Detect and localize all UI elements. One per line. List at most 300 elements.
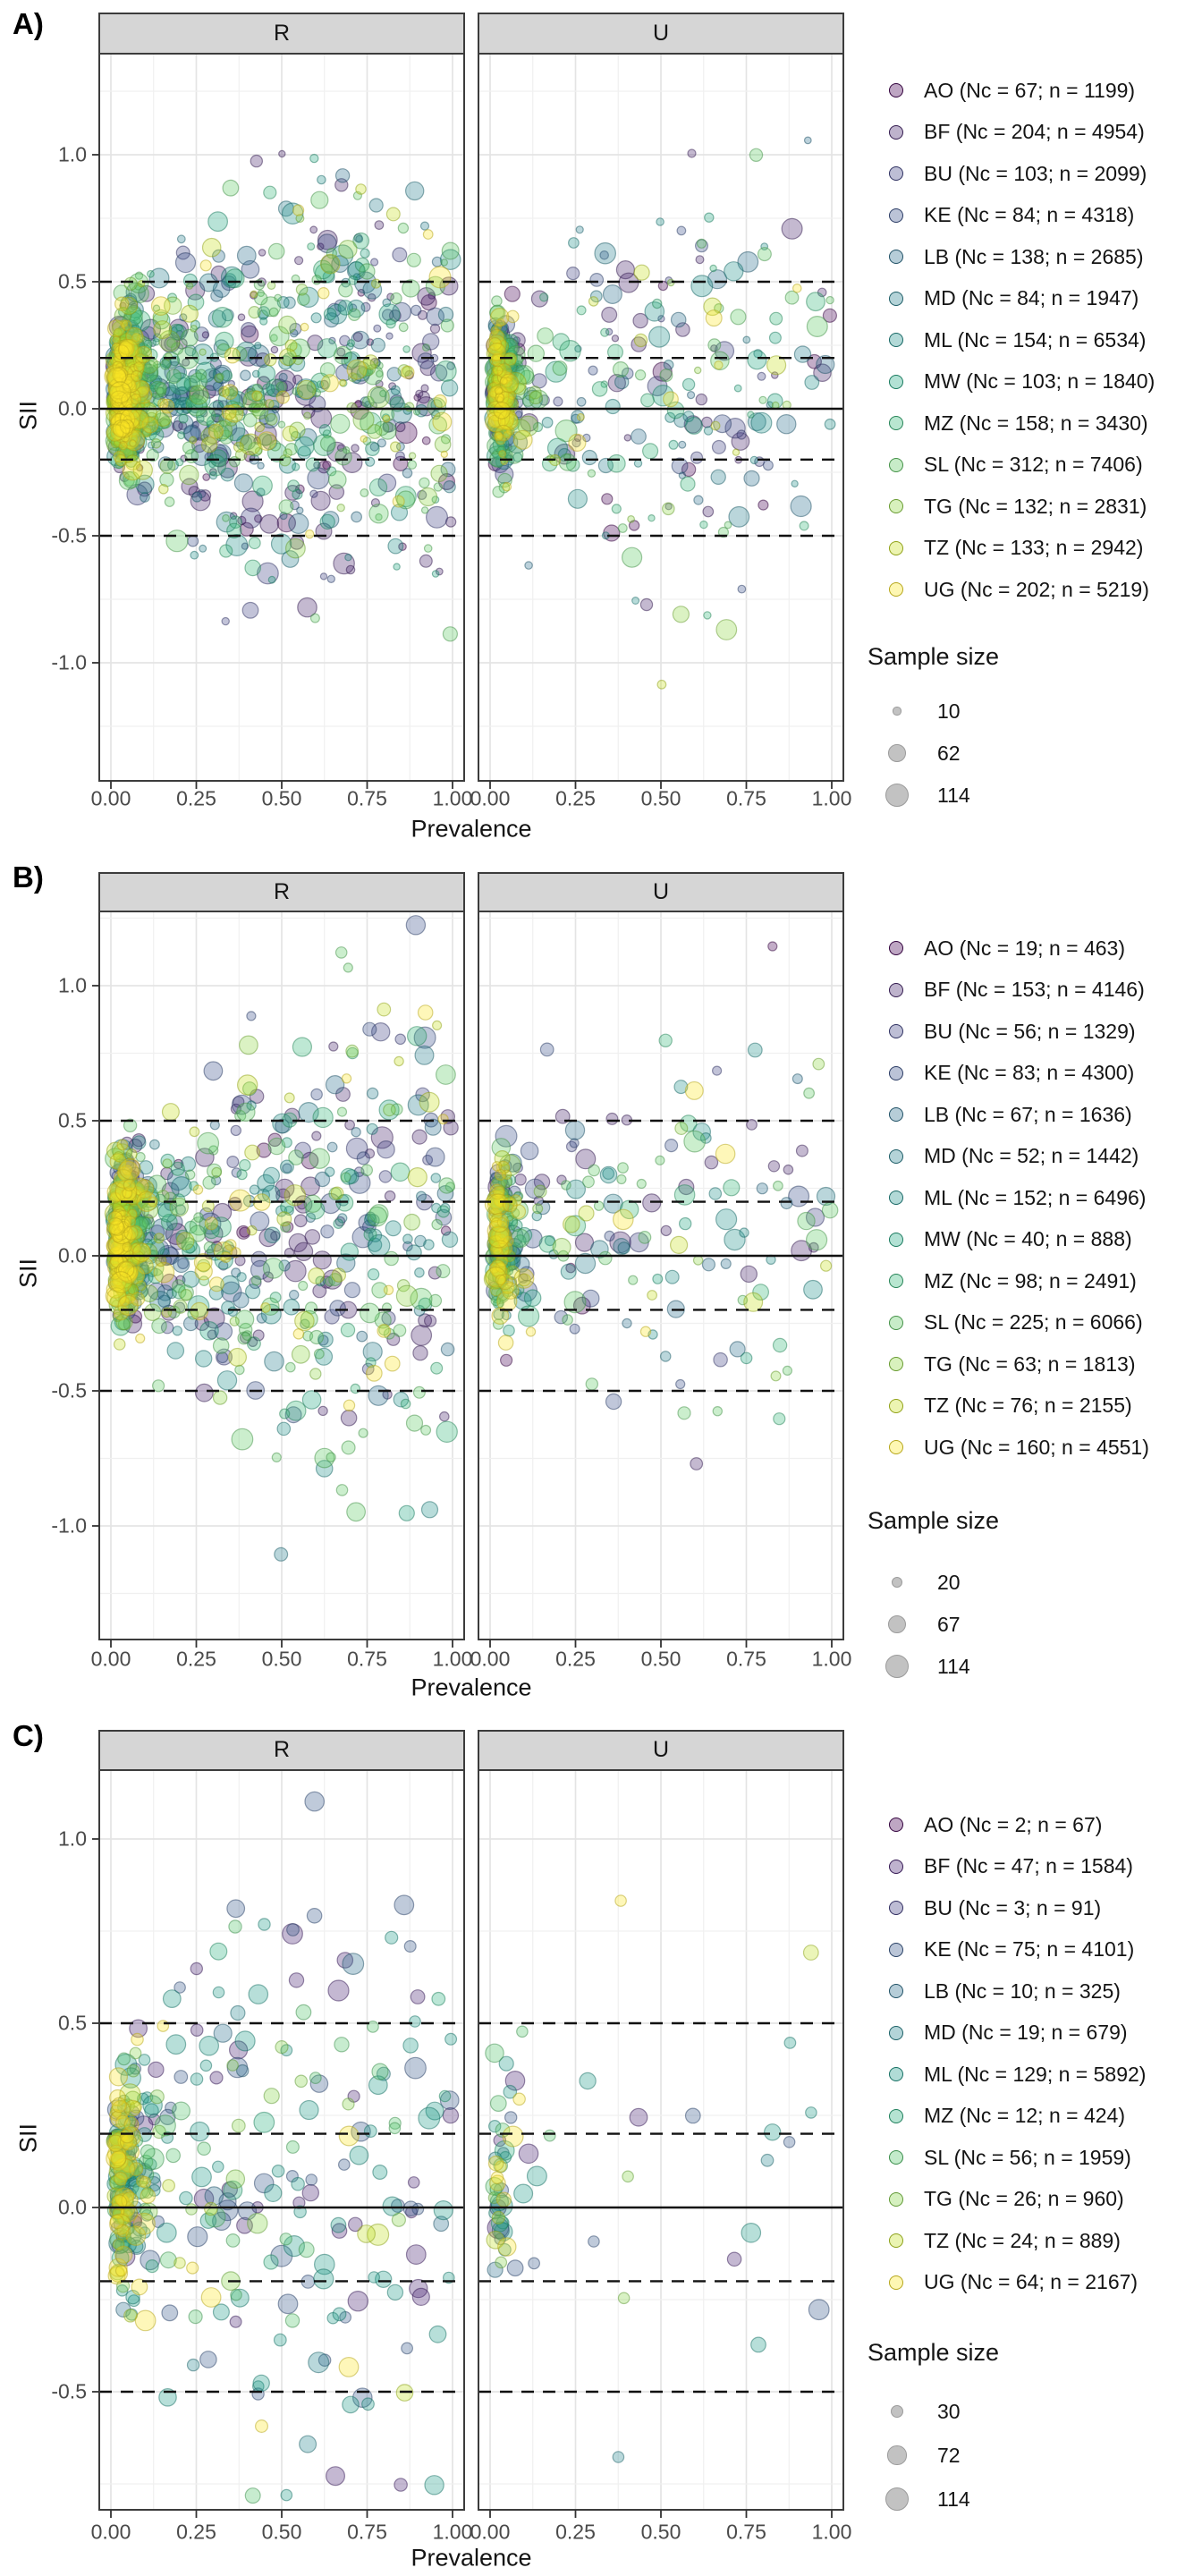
data-point-LB [441, 1343, 453, 1355]
data-point-MD [265, 1352, 284, 1370]
data-point-MW [683, 378, 695, 390]
data-point-TZ [419, 1092, 439, 1112]
y-tick-label: -1.0 [51, 1513, 87, 1538]
x-axis-title: Prevalence [411, 815, 532, 843]
data-point-SL [269, 308, 278, 317]
data-point-TG [215, 374, 223, 382]
data-point-BU [320, 573, 326, 580]
data-point-MZ [408, 1027, 427, 1046]
data-point-SL [160, 2252, 176, 2268]
data-point-ML [391, 386, 400, 394]
data-point-TG [130, 2047, 141, 2059]
data-point-LB [781, 1198, 792, 1209]
data-point-KE [783, 2137, 794, 2148]
legend-key-circle [889, 125, 903, 140]
x-tick-label: 0.50 [640, 2520, 681, 2544]
data-point-MZ [349, 275, 358, 284]
data-point-MD [406, 182, 424, 199]
data-point-BF [310, 226, 317, 233]
data-point-ML [275, 2334, 287, 2346]
data-point-BF [783, 1165, 792, 1174]
data-point-MZ [403, 346, 410, 352]
legend-key-circle [889, 1818, 903, 1832]
data-point-SL [278, 421, 284, 428]
data-point-ML [164, 1990, 182, 2008]
data-point-MZ [436, 1421, 457, 1442]
data-point-UG [490, 1214, 509, 1233]
facet-U-group [478, 873, 843, 1648]
data-point-KE [357, 1152, 369, 1165]
y-tick-label: -0.5 [51, 2379, 87, 2403]
data-point-BF [411, 1990, 425, 2004]
data-point-TG [296, 284, 307, 295]
size-legend-entry-label: 114 [937, 783, 970, 807]
data-point-SL [407, 1415, 423, 1431]
data-point-MZ [146, 2260, 158, 2273]
data-point-MD [743, 336, 750, 343]
facet-strip-label-u: U [652, 878, 670, 904]
data-point-UG [109, 2068, 127, 2086]
data-point-TG [181, 1290, 192, 1301]
data-point-SL [237, 1103, 255, 1121]
data-point-LB [357, 1331, 368, 1342]
data-point-BU [758, 372, 766, 380]
legend-key-circle [889, 1316, 903, 1330]
data-point-SL [310, 2072, 322, 2084]
data-point-SL [436, 1065, 456, 1085]
data-point-MZ [432, 1993, 445, 2006]
data-point-BF [328, 1980, 349, 2001]
data-point-TG [212, 1167, 222, 1177]
data-point-AO [422, 436, 430, 445]
data-point-ML [317, 175, 326, 183]
data-point-MZ [774, 1338, 787, 1352]
data-point-UG [429, 267, 451, 288]
data-point-TG [267, 282, 275, 289]
data-point-UG [577, 414, 584, 421]
data-point-TG [343, 2098, 354, 2110]
data-point-MW [295, 436, 314, 455]
data-point-MZ [612, 504, 621, 513]
data-point-TG [553, 1239, 571, 1257]
data-point-TZ [589, 297, 598, 306]
data-point-SL [360, 1303, 380, 1323]
data-point-TG [295, 2075, 307, 2087]
data-point-BF [602, 308, 617, 323]
data-point-UG [423, 230, 433, 240]
data-point-BF [196, 1384, 214, 1402]
data-point-KE [677, 226, 686, 235]
data-point-TG [435, 436, 450, 452]
data-point-SL [285, 2314, 299, 2327]
data-point-BF [703, 506, 714, 517]
data-point-AO [758, 500, 768, 510]
data-point-BF [661, 1225, 671, 1235]
x-tick-label: 0.00 [90, 1647, 131, 1671]
data-point-KE [394, 1895, 414, 1915]
data-point-ML [237, 1273, 246, 1282]
data-point-UG [131, 394, 140, 404]
data-point-UG [223, 385, 238, 400]
data-point-SL [315, 1349, 325, 1359]
data-point-SL [140, 2145, 155, 2159]
data-point-SL [724, 521, 732, 529]
size-legend-key-circle [885, 2487, 909, 2511]
data-point-MZ [225, 269, 244, 288]
legend-key-circle [889, 1943, 903, 1957]
data-point-UG [488, 2157, 503, 2171]
data-point-MZ [280, 1409, 290, 1419]
size-legend-key-circle [892, 1577, 902, 1588]
data-point-UG [133, 1243, 151, 1261]
data-point-MZ [369, 479, 386, 496]
data-point-UG [385, 1356, 400, 1371]
data-point-TZ [492, 2211, 504, 2224]
data-point-MZ [245, 560, 260, 575]
data-point-UG [200, 260, 211, 271]
x-tick-label: 0.75 [347, 786, 387, 810]
data-point-BF [612, 335, 618, 342]
data-point-ML [140, 1161, 153, 1174]
data-point-TZ [295, 1311, 314, 1330]
data-point-SL [684, 1131, 706, 1152]
x-tick-label: 1.00 [811, 1647, 852, 1671]
data-point-MW [524, 1290, 540, 1306]
data-point-MD [199, 545, 207, 552]
data-point-TG [304, 412, 311, 419]
data-point-ML [368, 2272, 379, 2283]
data-point-MW [368, 1269, 379, 1280]
data-point-BF [797, 1145, 808, 1157]
data-point-KE [588, 2236, 599, 2247]
data-point-SL [280, 2233, 292, 2245]
data-point-MD [444, 481, 455, 493]
data-point-MZ [431, 1362, 443, 1374]
data-point-BF [741, 1266, 757, 1282]
data-point-KE [605, 1231, 614, 1241]
data-point-UG [393, 496, 404, 507]
data-point-UG [224, 348, 240, 363]
data-point-ML [167, 1343, 183, 1359]
data-point-TZ [114, 1339, 125, 1350]
data-point-UG [209, 1277, 224, 1292]
data-point-TG [663, 503, 674, 514]
data-point-SL [436, 1265, 450, 1278]
x-tick-label: 1.00 [432, 2520, 473, 2544]
data-point-ML [373, 2165, 387, 2180]
legend-entry-label: MD (Nc = 84; n = 1947) [924, 286, 1139, 309]
data-point-SL [586, 1378, 597, 1390]
data-point-TZ [563, 1216, 580, 1233]
legend-entry-label: BF (Nc = 204; n = 4954) [924, 120, 1145, 143]
data-point-ML [387, 2284, 402, 2300]
data-point-BF [688, 149, 696, 157]
data-point-SL [166, 530, 188, 552]
legend-entry-label: BU (Nc = 56; n = 1329) [924, 1019, 1136, 1043]
data-point-MW [770, 332, 782, 343]
legend-entry-label: BF (Nc = 153; n = 4146) [924, 978, 1145, 1001]
data-point-KE [305, 1792, 324, 1810]
data-point-UG [112, 2097, 126, 2112]
data-point-SL [804, 1088, 815, 1098]
data-point-MD [421, 222, 429, 230]
y-tick-label: -0.5 [51, 523, 87, 547]
data-point-SL [194, 1213, 203, 1222]
data-point-TG [618, 2292, 629, 2303]
legend-entry-label: MD (Nc = 19; n = 679) [924, 2021, 1128, 2044]
data-point-ML [632, 597, 639, 605]
data-point-SL [326, 1453, 335, 1462]
data-point-ML [258, 1919, 270, 1930]
data-point-SL [334, 346, 352, 364]
data-point-KE [176, 253, 196, 273]
data-point-UG [124, 2117, 139, 2131]
data-point-BF [238, 314, 244, 320]
data-point-SL [562, 1181, 571, 1190]
data-point-SL [287, 2141, 300, 2154]
data-point-ML [246, 1284, 260, 1299]
data-point-KE [330, 1301, 345, 1316]
data-point-ML [190, 2073, 202, 2085]
data-point-ML [284, 1300, 299, 1315]
data-point-ML [528, 2166, 547, 2186]
data-point-BU [377, 1141, 394, 1158]
data-point-ML [665, 1270, 679, 1284]
data-point-BF [606, 1114, 618, 1125]
y-tick-label: -1.0 [51, 650, 87, 674]
data-point-BF [643, 1194, 661, 1212]
y-axis-title: SII [14, 1258, 42, 1289]
data-point-SL [749, 148, 762, 161]
data-point-SL [544, 2130, 555, 2141]
data-point-BF [191, 2024, 203, 2036]
data-point-TG [151, 439, 160, 448]
data-point-MZ [148, 271, 155, 278]
data-point-UG [495, 1275, 505, 1284]
data-point-UG [205, 1217, 217, 1230]
data-point-SL [389, 2123, 400, 2133]
facet-U-group [478, 1731, 843, 2518]
data-point-TZ [234, 442, 244, 452]
data-point-TZ [321, 254, 340, 273]
data-point-ML [385, 1931, 398, 1944]
data-point-ML [264, 1167, 280, 1183]
legend-key-circle [889, 983, 903, 997]
data-point-BF [412, 1130, 427, 1144]
legend-key-circle [889, 1274, 903, 1288]
data-point-SL [223, 180, 239, 196]
data-point-SL [377, 370, 383, 377]
y-tick-label: 0.0 [58, 2195, 87, 2219]
data-point-MD [613, 2452, 623, 2462]
data-point-ML [190, 2123, 209, 2141]
data-point-TZ [284, 1093, 294, 1103]
data-point-LB [565, 1121, 584, 1140]
data-point-TZ [229, 1349, 247, 1367]
data-point-BF [696, 256, 704, 264]
data-point-ML [277, 1422, 290, 1435]
legend-entry-label: ML (Nc = 129; n = 5892) [924, 2062, 1147, 2086]
y-tick-label: -0.5 [51, 1378, 87, 1402]
data-point-BU [241, 323, 256, 337]
data-point-MD [192, 492, 202, 502]
data-point-TG [214, 1391, 227, 1404]
facet-strip-label-r: R [273, 1737, 291, 1762]
legend-entry-label: MZ (Nc = 98; n = 2491) [924, 1268, 1137, 1292]
data-point-UG [402, 366, 414, 378]
data-point-MD [231, 2006, 245, 2021]
legend-entry-label: SL (Nc = 56; n = 1959) [924, 2145, 1131, 2169]
data-point-TG [264, 2089, 279, 2104]
data-point-ML [173, 1326, 182, 1335]
data-point-BF [279, 150, 285, 157]
legend-key-circle [889, 416, 903, 430]
data-point-SL [232, 1428, 253, 1450]
data-point-TZ [804, 1945, 819, 1961]
size-legend-key-circle [885, 784, 909, 807]
data-point-TG [392, 2213, 405, 2226]
data-point-LB [622, 1318, 631, 1327]
legend-key-circle [889, 2275, 903, 2290]
y-tick-label: 1.0 [58, 1826, 87, 1851]
data-point-UG [225, 404, 243, 422]
data-point-UG [367, 1366, 383, 1382]
data-point-UG [113, 420, 130, 437]
data-point-SL [231, 2290, 241, 2301]
data-point-MZ [240, 1160, 250, 1171]
data-point-BF [696, 394, 707, 405]
data-point-KE [507, 2260, 523, 2276]
data-point-MZ [577, 306, 586, 315]
data-point-SL [311, 191, 328, 208]
data-point-MZ [608, 455, 625, 472]
data-point-SL [336, 1485, 347, 1496]
data-point-BF [630, 2108, 648, 2126]
data-point-ML [419, 2107, 440, 2129]
data-point-SL [618, 1163, 629, 1174]
data-point-UG [339, 2126, 359, 2146]
data-point-MZ [308, 243, 315, 250]
data-point-SL [334, 2038, 349, 2052]
data-point-ML [292, 2178, 304, 2190]
data-point-UG [110, 2215, 123, 2228]
data-point-MZ [153, 339, 159, 345]
data-point-KE [247, 1012, 256, 1021]
data-point-MD [576, 226, 583, 233]
data-point-ML [805, 376, 819, 390]
x-tick-label: 0.50 [261, 2520, 302, 2544]
legend-entry-label: TG (Nc = 63; n = 1813) [924, 1352, 1136, 1376]
data-point-MD [178, 235, 186, 243]
legend-key-circle [889, 1440, 903, 1454]
data-point-TG [279, 316, 296, 333]
x-tick-label: 0.75 [726, 1647, 766, 1671]
data-point-BF [329, 1042, 338, 1051]
legend-key-circle [889, 1066, 903, 1080]
data-point-MD [300, 2436, 317, 2453]
data-point-ML [561, 1264, 576, 1279]
data-point-BU [393, 248, 407, 262]
y-tick-label: 1.0 [58, 142, 87, 166]
legend-entry-label: MW (Nc = 40; n = 888) [924, 1227, 1132, 1250]
x-axis-title: Prevalence [411, 2544, 532, 2572]
data-point-TG [233, 2119, 246, 2132]
data-point-TG [622, 2171, 633, 2182]
data-point-SL [619, 524, 628, 533]
data-point-UG [433, 412, 452, 431]
data-point-KE [327, 575, 334, 582]
data-point-TG [694, 1256, 703, 1265]
data-point-BF [624, 435, 631, 441]
data-point-UG [120, 1158, 140, 1179]
data-point-LB [792, 1074, 802, 1084]
data-point-BF [302, 2185, 318, 2201]
data-point-BU [554, 397, 563, 406]
data-point-SL [807, 1230, 827, 1250]
data-point-TZ [331, 1187, 343, 1199]
data-point-MZ [264, 186, 276, 199]
data-point-SL [419, 478, 429, 487]
data-point-MZ [253, 476, 273, 496]
data-point-UG [434, 395, 446, 408]
data-point-MZ [659, 1034, 672, 1046]
data-point-UG [615, 1895, 626, 1906]
legend-entry-label: BF (Nc = 47; n = 1584) [924, 1854, 1133, 1877]
legend-entry-label: LB (Nc = 67; n = 1636) [924, 1102, 1132, 1126]
data-point-KE [406, 916, 425, 935]
data-point-SL [161, 360, 171, 369]
data-point-ML [634, 460, 641, 467]
data-point-ML [600, 1166, 616, 1182]
data-point-ML [157, 2223, 177, 2242]
data-point-SL [656, 1156, 664, 1165]
data-point-SL [173, 2102, 190, 2120]
data-point-ML [235, 2031, 255, 2051]
data-point-TG [346, 1045, 359, 1057]
legend-entry-label: AO (Nc = 19; n = 463) [924, 936, 1126, 960]
data-point-BF [782, 218, 802, 239]
data-point-MW [200, 1322, 218, 1340]
data-point-ML [281, 2489, 292, 2500]
legend-key-circle [889, 458, 903, 472]
data-point-SL [338, 1107, 347, 1116]
data-point-SL [165, 497, 174, 506]
data-point-LB [702, 1258, 715, 1271]
data-point-SL [361, 1165, 372, 1175]
legend-entry-label: LB (Nc = 10; n = 325) [924, 1979, 1121, 2003]
data-point-SL [408, 461, 416, 469]
data-point-MZ [254, 2113, 275, 2133]
data-point-ML [806, 2107, 817, 2118]
data-point-SL [251, 1275, 260, 1284]
data-point-UG [119, 442, 127, 450]
data-point-TG [144, 1304, 160, 1320]
data-point-SL [698, 239, 707, 248]
sample-size-legend-title: Sample size [868, 643, 1000, 670]
y-axis-title: SII [14, 400, 42, 430]
data-point-TG [286, 538, 306, 558]
data-point-BF [250, 156, 262, 167]
data-point-SL [678, 1407, 690, 1419]
data-point-UG [569, 434, 586, 451]
panel-b-letter: B) [13, 860, 44, 894]
data-point-BF [210, 2072, 223, 2084]
data-point-MZ [643, 444, 658, 459]
legend-key-circle [889, 1860, 903, 1874]
data-point-LB [258, 462, 264, 469]
data-point-ML [362, 2398, 375, 2411]
data-point-BF [318, 1406, 327, 1415]
